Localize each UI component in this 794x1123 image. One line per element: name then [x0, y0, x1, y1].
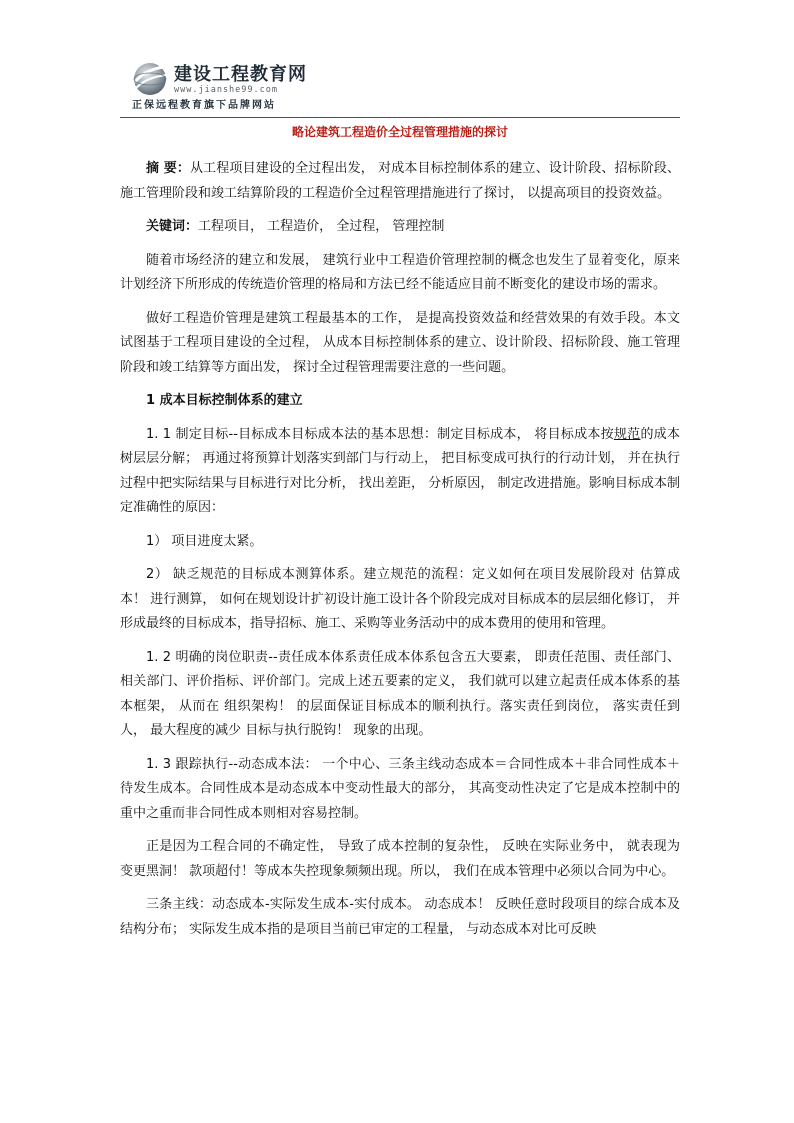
paragraph-1-1	[120, 423, 680, 521]
site-logo-slogan: 正保远程教育旗下品牌网站	[132, 100, 276, 111]
paragraph-1-1-text-a: 1. 1 制定目标--目标成本目标成本法的基本思想：制定目标成本， 将目标成本按	[146, 426, 614, 442]
document-title: 略论建筑工程造价全过程管理措施的探讨	[291, 125, 508, 139]
keywords-paragraph	[120, 215, 680, 240]
abstract-paragraph	[120, 157, 680, 206]
paragraph-contract: 正是因为工程合同的不确定性， 导致了成本控制的复杂性， 反映在实际业务中， 就表现为 变更黑洞！ 款项超付！等成本失控现象频频出现。所以， 我们在成本管理中必须以合同为中心。	[120, 839, 680, 879]
list-item-2: 2） 缺乏规范的目标成本测算体系。建立规范的流程：定义如何在项目发展阶段对 估算成本！ 进行测算， 如何在规划设计扩初设计施工设计各个阶段完成对目标成本的层层细化修订， 并形成最终的目标成本，指导招标、施工、采购等业务活动中的成本费用的使用和管理。	[120, 567, 680, 631]
document-body	[120, 157, 680, 951]
paragraph-intro-2: 做好工程造价管理是建筑工程最基本的工作， 是提高投资效益和经营效果的有效手段。本文试图基于工程项目建设的全过程， 从成本目标控制体系的建立、设计阶段、招标阶段、施工管理阶段和竣工结算等方面出发， 探讨全过程管理需要注意的一些问题。	[120, 310, 680, 375]
site-logo-title: 建设工程教育网	[174, 64, 307, 85]
paragraph-three-lines: 三条主线：动态成本-实际发生成本-实付成本。 动态成本！ 反映任意时段项目的综合成本及结构分布； 实际发生成本指的是项目当前已审定的工程量， 与动态成本对比可反映	[120, 897, 680, 937]
paragraph-1-2: 1. 2 明确的岗位职责--责任成本体系责任成本体系包含五大要素， 即责任范围、责任部门、相关部门、评价指标、评价部门。完成上述五要素的定义， 我们就可以建立起责任成本体系的基本框架， 从而在 组织架构！ 的层面保证目标成本的顺利执行。落实责任到岗位， 落实责任到人， 最大程度的减少 目标与执行脱钩！ 现象的出现。	[120, 649, 680, 738]
globe-logo-icon	[130, 58, 170, 98]
site-header	[120, 54, 680, 116]
guifan-link[interactable]: 规范	[613, 426, 641, 442]
paragraph-intro-1: 随着市场经济的建立和发展， 建筑行业中工程造价管理控制的概念也发生了显着变化，原来计划经济下所形成的传统造价管理的格局和方法已经不能适应目前不断变化的建设市场的需求。	[120, 252, 680, 292]
abstract-label: 摘 要：	[146, 161, 191, 176]
paragraph-1-3: 1. 3 跟踪执行--动态成本法： 一个中心、三条主线动态成本＝合同性成本＋非合同性成本＋ 待发生成本。合同性成本是动态成本中变动性最大的部分， 其高变动性决定了它是成本控制中的重中之重而非合同性成本则相对容易控制。	[120, 756, 680, 821]
keywords-text: 工程项目， 工程造价， 全过程， 管理控制	[198, 219, 445, 234]
section-heading-1: 1 成本目标控制体系的建立	[146, 393, 303, 408]
paragraph-1-1-text-b: 的成本树层层分解； 再通过将预算计划落实到部门与行动上， 把目标变成可执行的行动计划， 并在执行过程中把实际结果与目标进行对比分析， 找出差距， 分析原因， 制定改进措施。影响目标成本制定准确性的原因：	[120, 426, 680, 515]
abstract-text: 从工程项目建设的全过程出发， 对成本目标控制体系的建立、设计阶段、招标阶段、施工管理阶段和竣工结算阶段的工程造价全过程管理措施进行了探讨， 以提高项目的投资效益。	[120, 161, 680, 201]
list-item-1: 1） 项目进度太紧。	[146, 533, 263, 549]
site-logo-url: www.jianshe99.com	[174, 85, 278, 95]
keywords-label: 关键词：	[146, 219, 199, 234]
header-divider	[120, 117, 680, 118]
